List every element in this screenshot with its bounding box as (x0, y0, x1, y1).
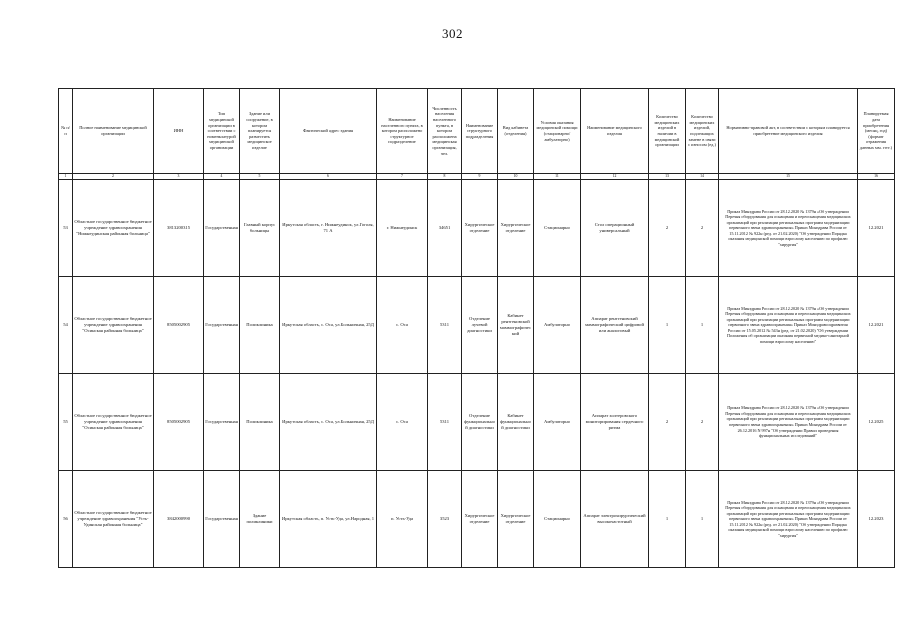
qty-available: 2 (649, 374, 686, 471)
column-number: 1 (59, 174, 73, 180)
cabinet-type: Кабинет функциональной диагностики (498, 374, 534, 471)
column-number: 4 (204, 174, 240, 180)
header-cell: Планируемая дата приобретения (месяц, год) (формат отражения данных мм. гггг.) (858, 89, 895, 174)
qty-replace: 2 (686, 374, 719, 471)
column-number: 2 (73, 174, 154, 180)
row-number: 56 (59, 471, 73, 568)
header-cell: Нормативно-правовой акт, в соответствии с которым планируется приобретение медицинского изделия (719, 89, 858, 174)
column-number: 16 (858, 174, 895, 180)
qty-available: 1 (649, 471, 686, 568)
building: Главный корпус больницы (240, 180, 280, 277)
planned-date: 12.2023 (858, 471, 895, 568)
settlement: г. Нижнеудинск (377, 180, 428, 277)
structural-unit: Хирургическое отделение (462, 471, 498, 568)
header-cell: Здание или сооружение, в котором планируется разместить медицинское изделие (240, 89, 280, 174)
table-row (59, 374, 895, 471)
inn: 3842000990 (154, 471, 204, 568)
qty-replace: 1 (686, 277, 719, 374)
column-number: 7 (377, 174, 428, 180)
settlement: с. Оса (377, 374, 428, 471)
device-name: Стол операционный универсальный (581, 180, 649, 277)
address: Иркутская область, п. Усть-Уда, ул.Народная, 1 (280, 471, 377, 568)
header-cell: Тип медицинской организации в соответствии с номенклатурой медицинской организации (204, 89, 240, 174)
organization-name: Областное государственное бюджетное учреждение здравоохранения "Осинская районная больница" (73, 374, 154, 471)
device-name: Аппарат холтеровского мониторирования сердечного ритма (581, 374, 649, 471)
cabinet-type: Хирургическое отделение (498, 180, 534, 277)
organization-name: Областное государственное бюджетное учреждение здравоохранения "Осинская районная больница" (73, 277, 154, 374)
address: Иркутская область, с. Оса, ул.Больничная, 25Д (280, 277, 377, 374)
column-number: 6 (280, 174, 377, 180)
care-conditions: Амбулаторно (534, 277, 581, 374)
row-number: 53 (59, 180, 73, 277)
legal-act: Приказ Минздрава России от 28.12.2020 № 1379н «Об утверждении Перечня оборудования для оснащения и переоснащения медицинских организаций при реализации региональных программ модернизации первичного звена здравоохранения» Приказ Минздравсоцразвития России от 15.05.2012 № 543н (ред. от 21.02.2020) "Об утверждении Положения об организации оказания первичной медико-санитарной помощи взрослому населению" (719, 277, 858, 374)
address: Иркутская область, с. Оса, ул.Больничная, 25Д (280, 374, 377, 471)
care-conditions: Амбулаторно (534, 374, 581, 471)
inn: 8505002905 (154, 277, 204, 374)
row-number: 55 (59, 374, 73, 471)
table-row (59, 180, 895, 277)
organization-type: Государственная (204, 180, 240, 277)
qty-replace: 2 (686, 180, 719, 277)
structural-unit: Отделение функциональной диагностики (462, 374, 498, 471)
column-number: 10 (498, 174, 534, 180)
header-cell: Фактический адрес здания (280, 89, 377, 174)
qty-available: 1 (649, 277, 686, 374)
planned-date: 12.2021 (858, 180, 895, 277)
header-cell: Наименование структурного подразделения (462, 89, 498, 174)
row-number: 54 (59, 277, 73, 374)
organization-type: Государственная (204, 277, 240, 374)
column-number: 14 (686, 174, 719, 180)
table-row (59, 277, 895, 374)
cabinet-type: Кабинет рентгеновской маммографический (498, 277, 534, 374)
column-number: 15 (719, 174, 858, 180)
column-number: 8 (428, 174, 462, 180)
column-number: 3 (154, 174, 204, 180)
header-cell: Наименование медицинского изделия (581, 89, 649, 174)
population: 5311 (428, 277, 462, 374)
device-name: Аппарат рентгеновский маммографический цифровой или аналоговый (581, 277, 649, 374)
column-number: 5 (240, 174, 280, 180)
care-conditions: Стационарно (534, 180, 581, 277)
care-conditions: Стационарно (534, 471, 581, 568)
building: Здание поликлиники (240, 471, 280, 568)
organization-name: Областное государственное бюджетное учреждение здравоохранения "Нижнеудинская районная больница" (73, 180, 154, 277)
qty-available: 2 (649, 180, 686, 277)
organization-name: Областное государственное бюджетное учреждение здравоохранения "Усть-Удинская районная больница" (73, 471, 154, 568)
address: Иркутская область, г. Нижнеудинск, ул.Гоголя, 71 А (280, 180, 377, 277)
column-number: 9 (462, 174, 498, 180)
column-number: 13 (649, 174, 686, 180)
building: Поликлиника (240, 374, 280, 471)
organization-type: Государственная (204, 471, 240, 568)
page-number: 302 (442, 26, 463, 41)
population: 34651 (428, 180, 462, 277)
planned-date: 12.2025 (858, 374, 895, 471)
legal-act: Приказ Минздрава России от 28.12.2020 № 1379н «Об утверждении Перечня оборудования для оснащения и переоснащения медицинских организаций при реализации региональных программ модернизации первичного звена здравоохранения» Приказ Минздрава России от 26.12.2016 N 997н "Об утверждении Правил проведения функциональных исследований" (719, 374, 858, 471)
header-cell: Количество медицинских изделий в наличии в медицинской организации (649, 89, 686, 174)
device-name: Аппарат электрохирургический высокочастотный (581, 471, 649, 568)
medical-equipment-table (58, 88, 895, 568)
header-cell: ИНН (154, 89, 204, 174)
legal-act: Приказ Минздрава России от 28.12.2020 № 1379н «Об утверждении Перечня оборудования для оснащения и переоснащения медицинских организаций при реализации региональных программ модернизации первичного звена здравоохранения» Приказ Минздрава России от 15.11.2012 № 922н (ред. от 21.02.2020) "Об утверждении Порядка оказания медицинской помощи взрослому населению по профилю "хирургия" (719, 471, 858, 568)
header-cell: Численность населения населенного пункта, в котором расположена медицинская организация, чел. (428, 89, 462, 174)
structural-unit: Хирургическое отделение (462, 180, 498, 277)
inn: 3813200315 (154, 180, 204, 277)
population: 3523 (428, 471, 462, 568)
planned-date: 12.2021 (858, 277, 895, 374)
cabinet-type: Хирургическое отделение (498, 471, 534, 568)
structural-unit: Отделение лучевой диагностики (462, 277, 498, 374)
settlement: с. Оса (377, 277, 428, 374)
header-cell: Наименование населенного пункта, в котором расположено структурное подразделение (377, 89, 428, 174)
header-cell: № п/п (59, 89, 73, 174)
table-row (59, 471, 895, 568)
header-row (59, 89, 895, 174)
qty-replace: 1 (686, 471, 719, 568)
header-cell: Вид кабинета (отделения) (498, 89, 534, 174)
legal-act: Приказ Минздрава России от 28.12.2020 № 1379н «Об утверждении Перечня оборудования для оснащения и переоснащения медицинских организаций при реализации региональных программ модернизации первичного звена здравоохранения» Приказ Минздрава России от 15.11.2012 № 922н (ред. от 21.02.2020) "Об утверждении Порядка оказания медицинской помощи взрослому населению по профилю "хирургия" (719, 180, 858, 277)
header-cell: Условия оказания медицинской помощи (стационарно/амбулаторно) (534, 89, 581, 174)
settlement: п. Усть-Уда (377, 471, 428, 568)
inn: 8505002905 (154, 374, 204, 471)
header-cell: Полное наименование медицинской организации (73, 89, 154, 174)
organization-type: Государственная (204, 374, 240, 471)
column-number: 12 (581, 174, 649, 180)
population: 5311 (428, 374, 462, 471)
building: Поликлиника (240, 277, 280, 374)
header-cell: Количество медицинских изделий, подлежащих замене в связи с износом (ед.) (686, 89, 719, 174)
column-number: 11 (534, 174, 581, 180)
